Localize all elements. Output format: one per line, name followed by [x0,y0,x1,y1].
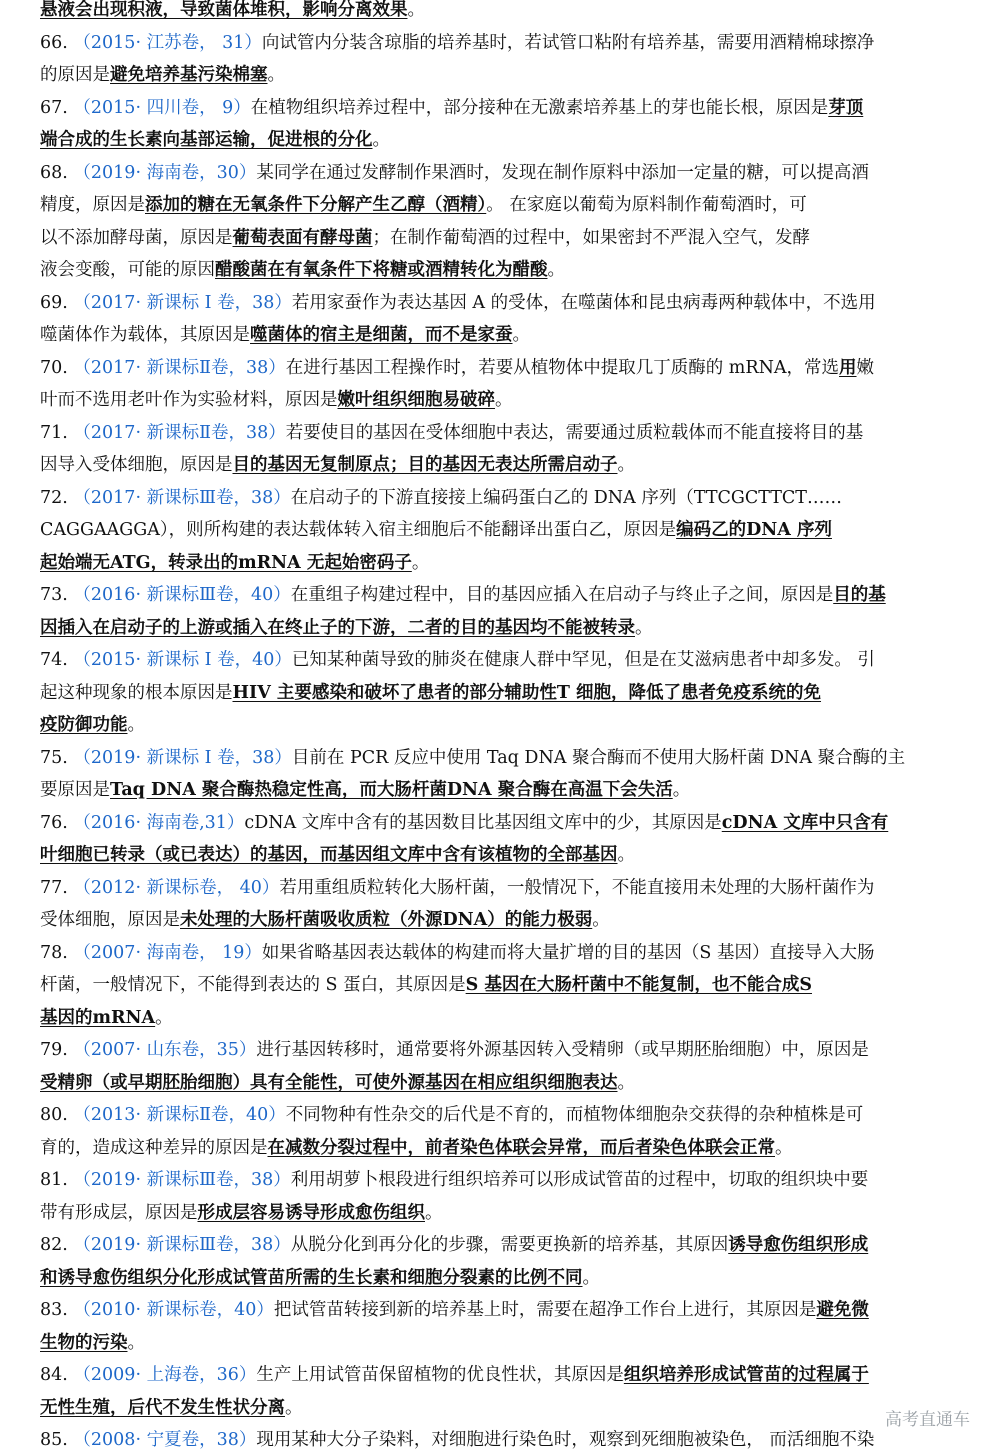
question-number: 81. [40,1170,74,1190]
question-number: 69. [40,292,74,313]
text-line [40,876,990,900]
question-text: 。 [127,715,145,735]
question-text: 。 [617,845,635,865]
answer-text: 因插入在启动子的上游或插入在终止子的下游，二者的目的基因均不能被转录 [40,617,635,638]
answer-text: 诱导愈伤组织形成 [728,1235,869,1255]
question-number: 84. [40,1365,74,1385]
question-text: 在进行基因工程操作时，若要从植物体中提取几丁质酶的 mRNA，常选 [285,357,840,378]
answer-text: 添加的糖在无氧条件下分解产生乙醇（酒精） [145,195,487,215]
question-text: 从脱分化到再分化的步骤，需要更换新的培养基，其原因 [290,1235,729,1255]
question-source: （2009· 上海卷，36） [73,1365,257,1385]
question-source: （2016· 新课标Ⅲ卷，40） [73,585,291,605]
text-line [40,1428,990,1452]
question-text: 。 [407,0,425,20]
text-line [40,908,990,932]
question-text: CAGGAAGGA），则所构建的表达载体转入宿主细胞后不能翻译出蛋白乙，原因是 [40,520,677,540]
question-text: 目前在 PCR 反应中使用 Taq DNA 聚合酶而不使用大肠杆菌 DNA 聚合酶的主 [291,747,906,768]
question-text: 嫩 [856,357,875,378]
question-number: 77. [40,877,74,898]
answer-text: 目的基 [833,585,886,605]
question-text: 。 [155,1007,173,1028]
text-line [40,648,990,672]
text-line [40,518,990,542]
text-line [40,258,990,282]
question-text: 受体细胞，原因是 [40,910,180,930]
question-text: 的原因是 [40,65,110,85]
text-line [40,63,990,87]
question-number: 75. [40,747,74,768]
text-line [40,1233,990,1257]
question-text: ；在制作葡萄酒的过程中，如果密封不严混入空气，发酵 [372,227,810,248]
text-line [40,388,990,412]
question-text: 如果省略基因表达载体的构建而将大量扩增的目的基因（S 基因）直接导入大肠 [261,942,875,963]
text-line [40,453,990,477]
question-source: （2016· 海南卷,31） [73,812,245,833]
text-line [40,713,990,737]
question-number: 73. [40,585,74,605]
question-text: 。 [775,1137,793,1158]
text-line [40,811,990,835]
text-line [40,226,990,250]
question-text: 现用某种大分子染料，对细胞进行染色时，观察到死细胞被染色， 而活细胞不染 [256,1430,875,1450]
question-text: 。 在家庭以葡萄为原料制作葡萄酒时，可 [486,195,807,215]
question-text: 若要使目的基因在受体细胞中表达，需要通过质粒载体而不能直接将目的基 [285,422,864,443]
answer-text: 避免培养基污染棉塞 [110,65,268,85]
question-number: 68. [40,162,74,183]
text-line [40,1136,990,1160]
question-text: 生产上用试管苗保留植物的优良性状，其原因是 [256,1365,624,1385]
question-number: 76. [40,812,74,833]
answer-text: 未处理的大肠杆菌吸收质粒（外源DNA）的能力极弱 [180,910,593,930]
text-line [40,1071,990,1095]
question-source: （2007· 山东卷，35） [73,1040,257,1060]
question-source: （2019· 新课标Ⅲ卷，38） [73,1235,291,1255]
question-text: 进行基因转移时，通常要将外源基因转入受精卵（或早期胚胎细胞）中，原因是 [256,1040,869,1060]
text-line [40,193,990,217]
question-text: 起这种现象的根本原因是 [40,682,233,703]
answer-text: 悬液会出现积液，导致菌体堆积，影响分离效果 [40,0,408,20]
question-text: 。 [672,780,691,800]
answer-text: 和诱导愈伤组织分化形成试管苗所需的生长素和细胞分裂素的比例不同 [40,1267,583,1288]
answer-text: 葡萄表面有酵母菌 [232,227,373,248]
question-text: 利用胡萝卜根段进行组织培养可以形成试管苗的过程中，切取的组织块中要 [290,1170,869,1190]
question-text: 向试管内分装含琼脂的培养基时，若试管口粘附有培养基，需要用酒精棉球擦净 [261,32,875,53]
text-line [40,486,990,510]
question-text: 。 [582,1267,600,1288]
question-text: 叶而不选用老叶作为实验材料，原因是 [40,390,338,410]
question-text: 。 [411,552,430,573]
question-text: 噬菌体作为载体，其原因是 [40,325,250,345]
question-text: 。 [512,325,530,345]
question-source: （2008· 宁夏卷，38） [73,1430,257,1450]
text-line [40,0,990,22]
question-source: （2010· 新课标卷，40） [73,1300,274,1320]
question-text: 。 [267,65,285,85]
question-number: 71. [40,422,74,443]
question-text: 。 [372,130,390,150]
text-line [40,1168,990,1192]
text-line [40,1266,990,1290]
text-line [40,681,990,705]
question-source: （2019· 海南卷，30） [73,162,257,183]
answer-text: 受精卵（或早期胚胎细胞）具有全能性，可使外源基因在相应组织细胞表达 [40,1072,618,1093]
question-source: （2013· 新课标Ⅱ卷，40） [73,1105,286,1125]
text-line [40,1396,990,1420]
question-text: 。 [547,260,565,280]
question-source: （2017· 新课标 I 卷，38） [73,292,292,313]
question-text: 若用重组质粒转化大肠杆菌，一般情况下，不能直接用未处理的大肠杆菌作为 [279,877,875,898]
question-text: 若用家蚕作为表达基因 A 的受体，在噬菌体和昆虫病毒两种载体中，不选用 [291,292,876,313]
question-text: 因导入受体细胞，原因是 [40,455,233,475]
question-text: 。 [495,390,513,410]
question-text: 以不添加酵母菌，原因是 [40,227,233,248]
answer-text: 基因的mRNA [40,1007,156,1028]
question-source: （2015· 江苏卷， 31） [73,32,262,53]
answer-text: S 基因在大肠杆菌中不能复制，也不能合成S [465,975,812,995]
question-text: 在启动子的下游直接接上编码蛋白乙的 DNA 序列（TTCGCTTCT…… [290,487,842,508]
text-line [40,356,990,380]
text-line [40,1331,990,1355]
answer-text: 芽顶 [828,97,864,118]
question-text: 育的，造成这种差异的原因是 [40,1137,268,1158]
text-line [40,973,990,997]
answer-text: 叶细胞已转录（或已表达）的基因，而基因组文库中含有该植物的全部基因 [40,845,618,865]
question-text: 。 [127,1332,145,1353]
question-text: 。 [635,617,653,638]
text-line [40,616,990,640]
answer-text: 避免微 [816,1300,869,1320]
question-text: 精度，原因是 [40,195,145,215]
answer-text: 编码乙的DNA 序列 [676,520,832,540]
text-line [40,31,990,55]
answer-text: cDNA 文库中只含有 [721,812,889,833]
text-line [40,551,990,575]
text-line [40,1363,990,1387]
question-number: 85. [40,1430,74,1450]
text-line [40,583,990,607]
question-number: 72. [40,487,74,508]
text-line [40,1038,990,1062]
question-text: 不同物种有性杂交的后代是不育的，而植物体细胞杂交获得的杂种植株是可 [285,1105,864,1125]
question-number: 66. [40,32,74,53]
question-number: 74. [40,650,74,670]
answer-text: 醋酸菌在有氧条件下将糖或酒精转化为醋酸 [215,260,548,280]
question-source: （2007· 海南卷， 19） [73,942,262,963]
answer-text: 无性生殖，后代不发生性状分离 [40,1397,285,1418]
watermark: 高考直通车 [885,1410,970,1430]
question-source: （2019· 新课标Ⅲ卷，38） [73,1170,291,1190]
question-text: 。 [285,1397,303,1418]
question-number: 82. [40,1235,74,1255]
question-source: （2012· 新课标卷， 40） [73,877,280,898]
question-source: （2019· 新课标 I 卷，38） [73,747,292,768]
question-source: （2015· 新课标 I 卷，40） [73,650,292,670]
question-text: 带有形成层，原因是 [40,1202,198,1223]
text-line [40,291,990,315]
answer-text: 目的基因无复制原点；目的基因无表达所需启动子 [232,455,618,475]
text-line [40,128,990,152]
question-source: （2017· 新课标Ⅱ卷，38） [73,422,286,443]
question-text: 液会变酸，可能的原因 [40,260,215,280]
text-line [40,1006,990,1030]
text-line [40,96,990,120]
question-text: 杆菌，一般情况下，不能得到表达的 S 蛋白，其原因是 [40,975,466,995]
question-text: 在植物组织培养过程中，部分接种在无激素培养基上的芽也能长根，原因是 [250,97,829,118]
question-text: 。 [425,1202,443,1223]
text-line [40,323,990,347]
text-line [40,1298,990,1322]
question-source: （2017· 新课标Ⅱ卷，38） [73,357,286,378]
question-number: 70. [40,357,74,378]
answer-text: 疫防御功能 [40,715,128,735]
answer-text: Taq DNA 聚合酶热稳定性高，而大肠杆菌DNA 聚合酶在高温下会失活 [110,780,673,800]
answer-text: 嫩叶组织细胞易破碎 [337,390,495,410]
question-text: 。 [617,455,635,475]
text-line [40,843,990,867]
answer-text: 组织培养形成试管苗的过程属于 [623,1365,869,1385]
answer-text: HIV 主要感染和破坏了患者的部分辅助性T 细胞，降低了患者免疫系统的免 [232,682,822,703]
answer-text: 形成层容易诱导形成愈伤组织 [197,1202,425,1223]
question-text: 。 [617,1072,635,1093]
text-line [40,1103,990,1127]
answer-text: 端合成的生长素向基部运输，促进根的分化 [40,130,373,150]
question-source: （2017· 新课标Ⅲ卷，38） [73,487,291,508]
text-line [40,421,990,445]
question-number: 83. [40,1300,74,1320]
question-number: 78. [40,942,74,963]
text-line [40,1201,990,1225]
question-text: cDNA 文库中含有的基因数目比基因组文库中的少，其原因是 [244,812,722,833]
answer-text: 生物的污染 [40,1332,128,1353]
answer-text: 起始端无ATG，转录出的mRNA 无起始密码子 [40,552,412,573]
text-line [40,746,990,770]
text-line [40,941,990,965]
answer-text: 噬菌体的宿主是细菌，而不是家蚕 [250,325,513,345]
question-number: 67. [40,97,74,118]
question-text: 在重组子构建过程中，目的基因应插入在启动子与终止子之间，原因是 [290,585,834,605]
text-line [40,778,990,802]
text-line [40,161,990,185]
question-number: 79. [40,1040,74,1060]
question-text: 已知某种菌导致的肺炎在健康人群中罕见，但是在艾滋病患者中却多发。 引 [291,650,875,670]
question-text: 某同学在通过发酵制作果酒时，发现在制作原料中添加一定量的糖，可以提高酒 [256,162,869,183]
answer-text: 在减数分裂过程中，前者染色体联会异常，而后者染色体联会正常 [267,1137,775,1158]
question-text: 。 [592,910,610,930]
question-text: 把试管苗转接到新的培养基上时，需要在超净工作台上进行，其原因是 [273,1300,817,1320]
question-text: 要原因是 [40,780,110,800]
question-number: 80. [40,1105,74,1125]
answer-text: 用 [839,357,857,378]
question-source: （2015· 四川卷， 9） [73,97,251,118]
